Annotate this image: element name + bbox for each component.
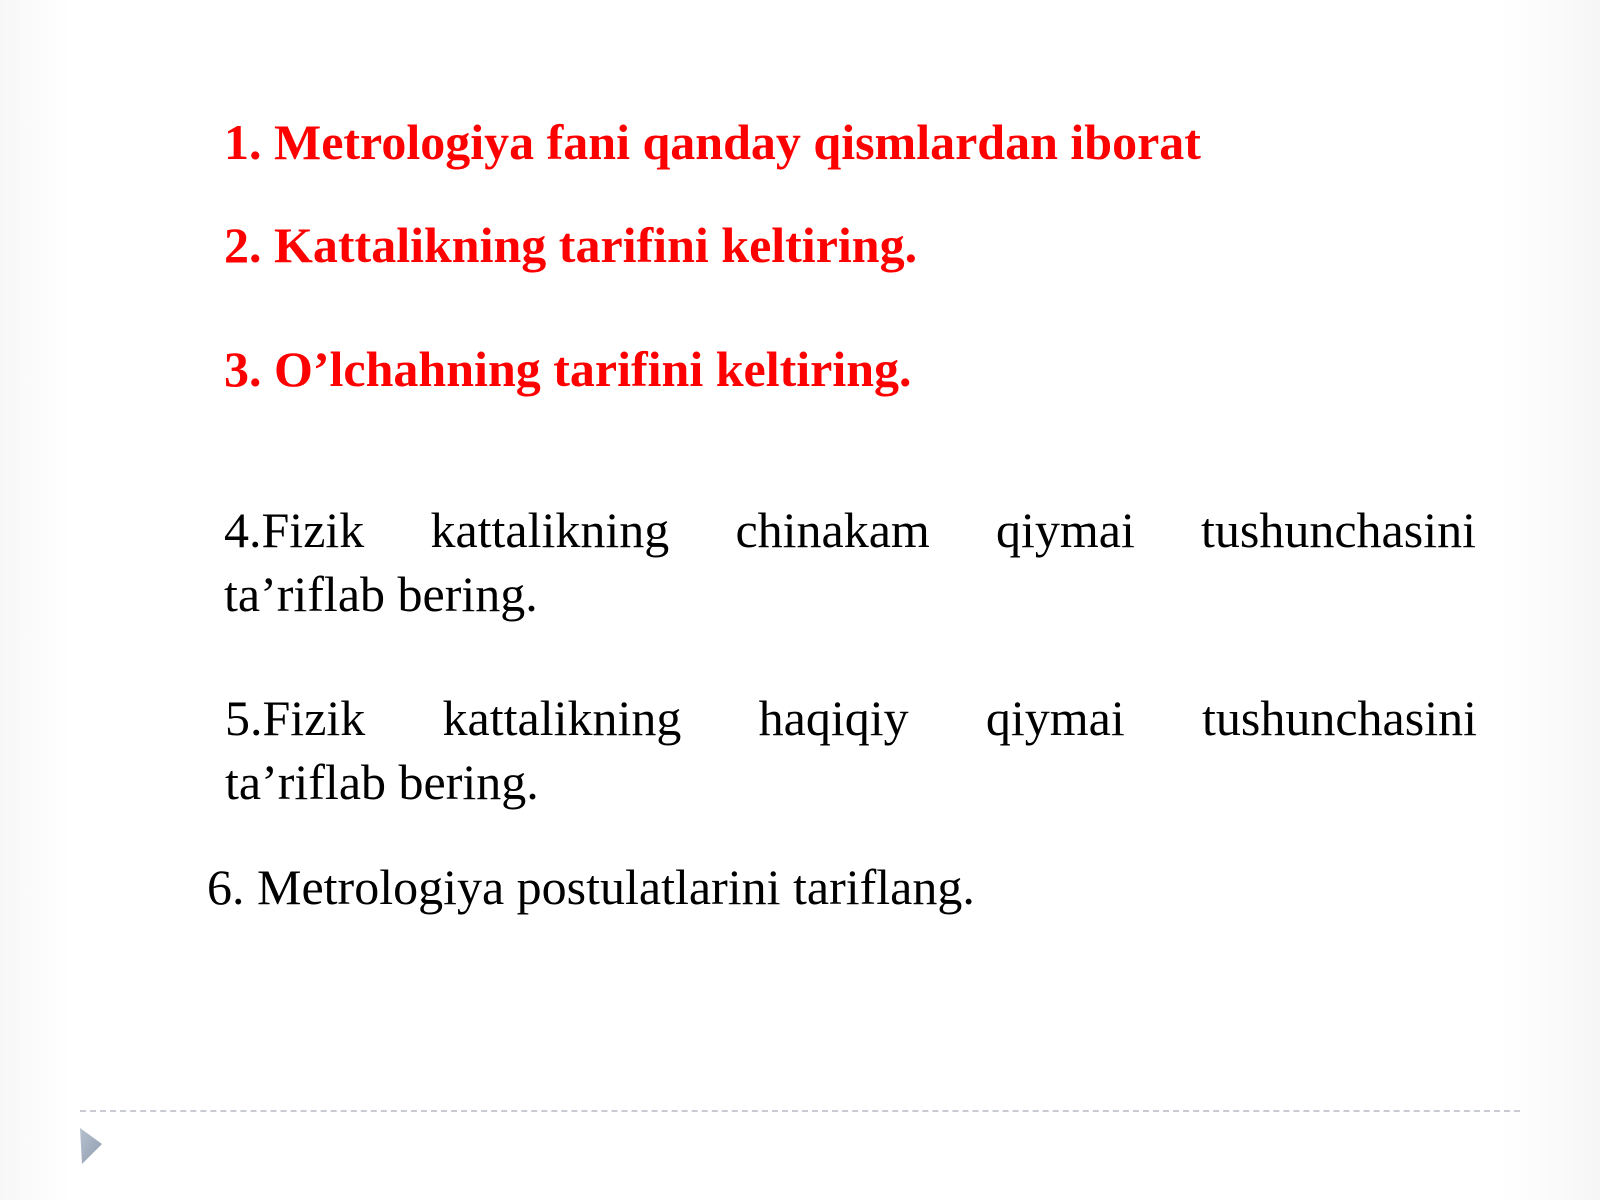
question-4 — [224, 498, 1476, 626]
question-4-line-2: ta’riflab bering. — [224, 566, 538, 622]
question-2: 2. Kattalikning tarifini keltiring. — [224, 217, 918, 273]
question-3: 3. O’lchahning tarifini keltiring. — [224, 341, 912, 397]
question-5-line-1: 5.Fizik kattalikning haqiqiy qiymai tushunchasini — [225, 690, 1477, 746]
question-5-line-2: ta’riflab bering. — [225, 754, 539, 810]
question-6: 6. Metrologiya postulatlarini tariflang. — [207, 859, 975, 915]
play-arrow-icon[interactable] — [78, 1126, 104, 1166]
footer-divider — [80, 1110, 1520, 1112]
question-5 — [225, 686, 1477, 814]
question-4-line-1: 4.Fizik kattalikning chinakam qiymai tushunchasini — [224, 502, 1476, 558]
question-1: 1. Metrologiya fani qanday qismlardan iborat — [224, 114, 1201, 170]
